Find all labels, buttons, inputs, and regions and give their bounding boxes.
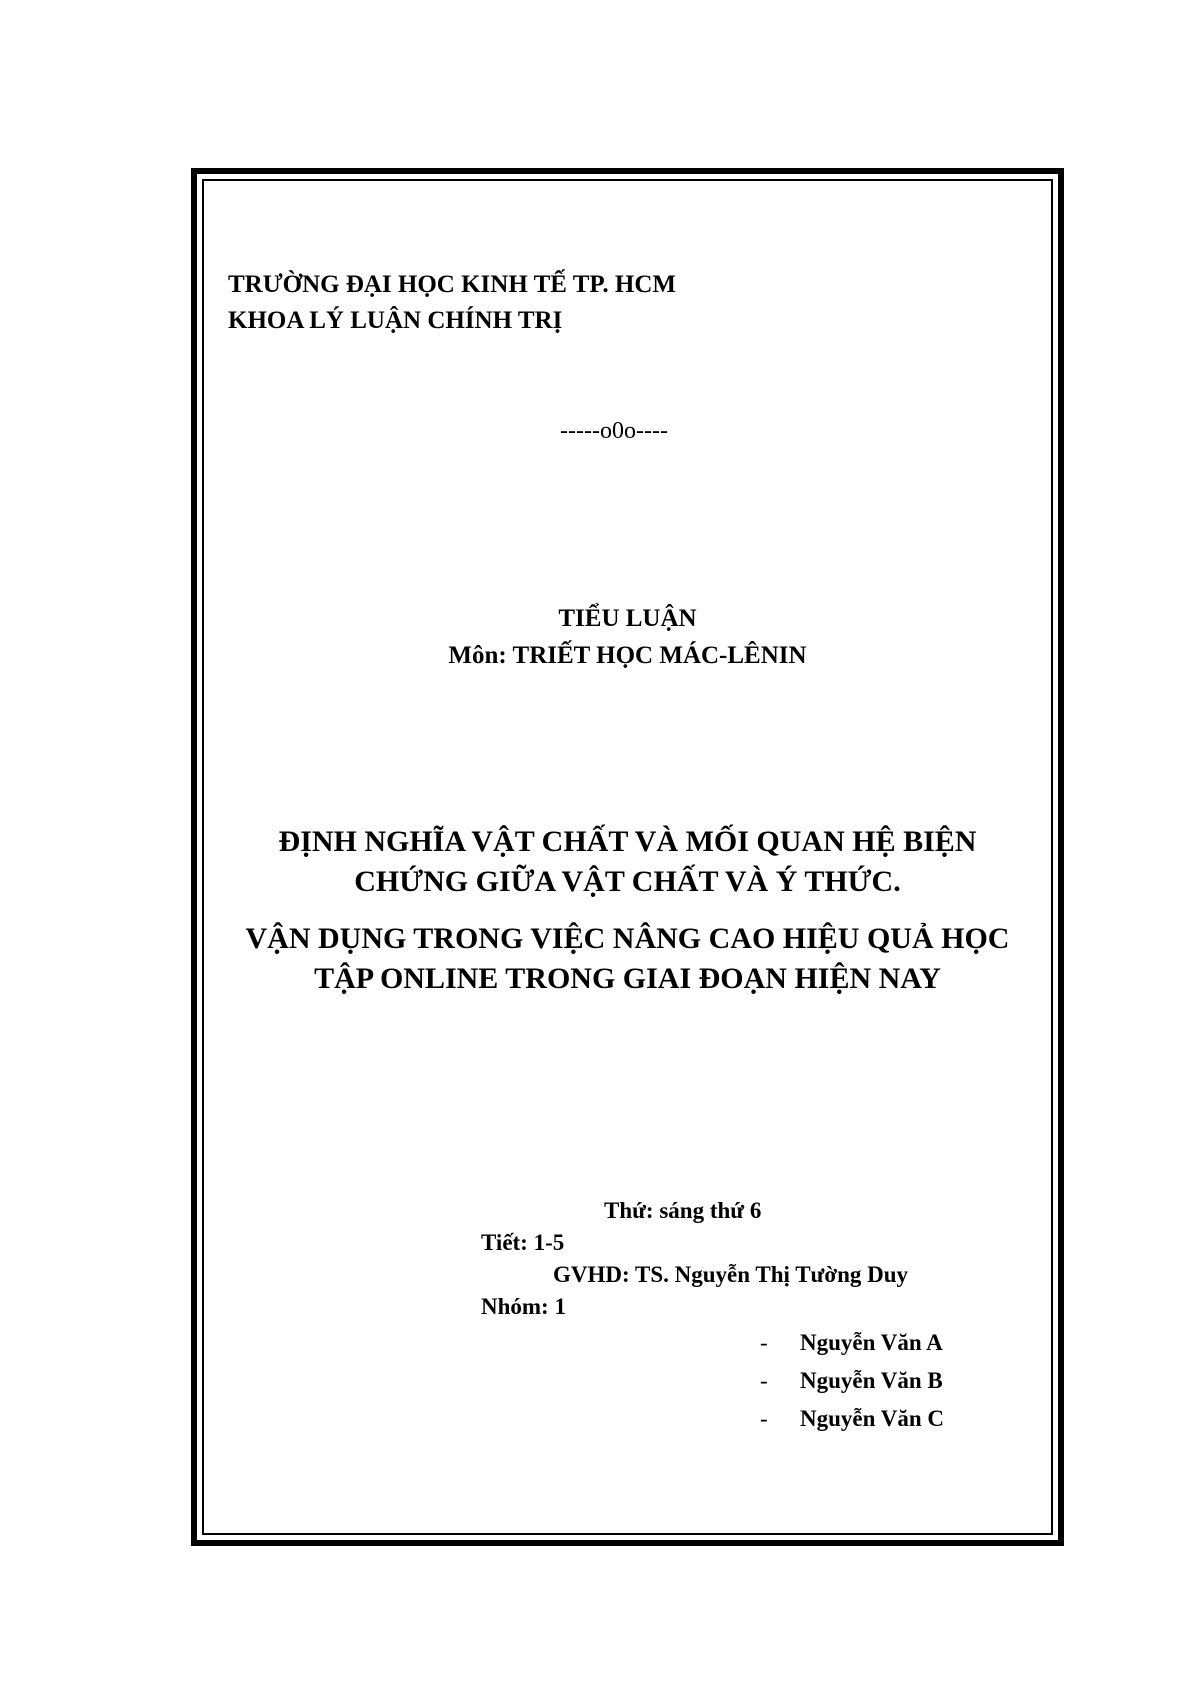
member-item	[760, 1328, 943, 1358]
member-item	[760, 1404, 944, 1434]
section-divider: -----o0o----	[560, 418, 668, 444]
list-bullet: -	[760, 1330, 768, 1355]
group-number: Nhóm: 1	[481, 1294, 566, 1319]
instructor: GVHD: TS. Nguyễn Thị Tường Duy	[553, 1262, 909, 1287]
topic-line-4: TẬP ONLINE TRONG GIAI ĐOẠN HIỆN NAY	[314, 962, 941, 995]
topic-line-2: CHỨNG GIỮA VẬT CHẤT VÀ Ý THỨC.	[354, 865, 901, 898]
topic-line-3: VẬN DỤNG TRONG VIỆC NÂNG CAO HIỆU QUẢ HỌC	[245, 922, 1010, 955]
document-type: TIỂU LUẬN	[558, 605, 697, 632]
faculty-name: KHOA LÝ LUẬN CHÍNH TRỊ	[228, 307, 563, 334]
list-bullet: -	[760, 1406, 768, 1431]
subject-title: Môn: TRIẾT HỌC MÁC-LÊNIN	[448, 642, 807, 669]
member-name: Nguyễn Văn A	[800, 1330, 943, 1355]
member-name: Nguyễn Văn C	[800, 1406, 944, 1431]
class-day: Thứ: sáng thứ 6	[604, 1198, 762, 1223]
university-name: TRƯỜNG ĐẠI HỌC KINH TẾ TP. HCM	[228, 271, 676, 298]
class-period: Tiết: 1-5	[481, 1230, 565, 1255]
list-bullet: -	[760, 1368, 768, 1393]
member-item	[760, 1366, 943, 1396]
member-name: Nguyễn Văn B	[800, 1368, 943, 1393]
topic-line-1: ĐỊNH NGHĨA VẬT CHẤT VÀ MỐI QUAN HỆ BIỆN	[278, 825, 977, 858]
